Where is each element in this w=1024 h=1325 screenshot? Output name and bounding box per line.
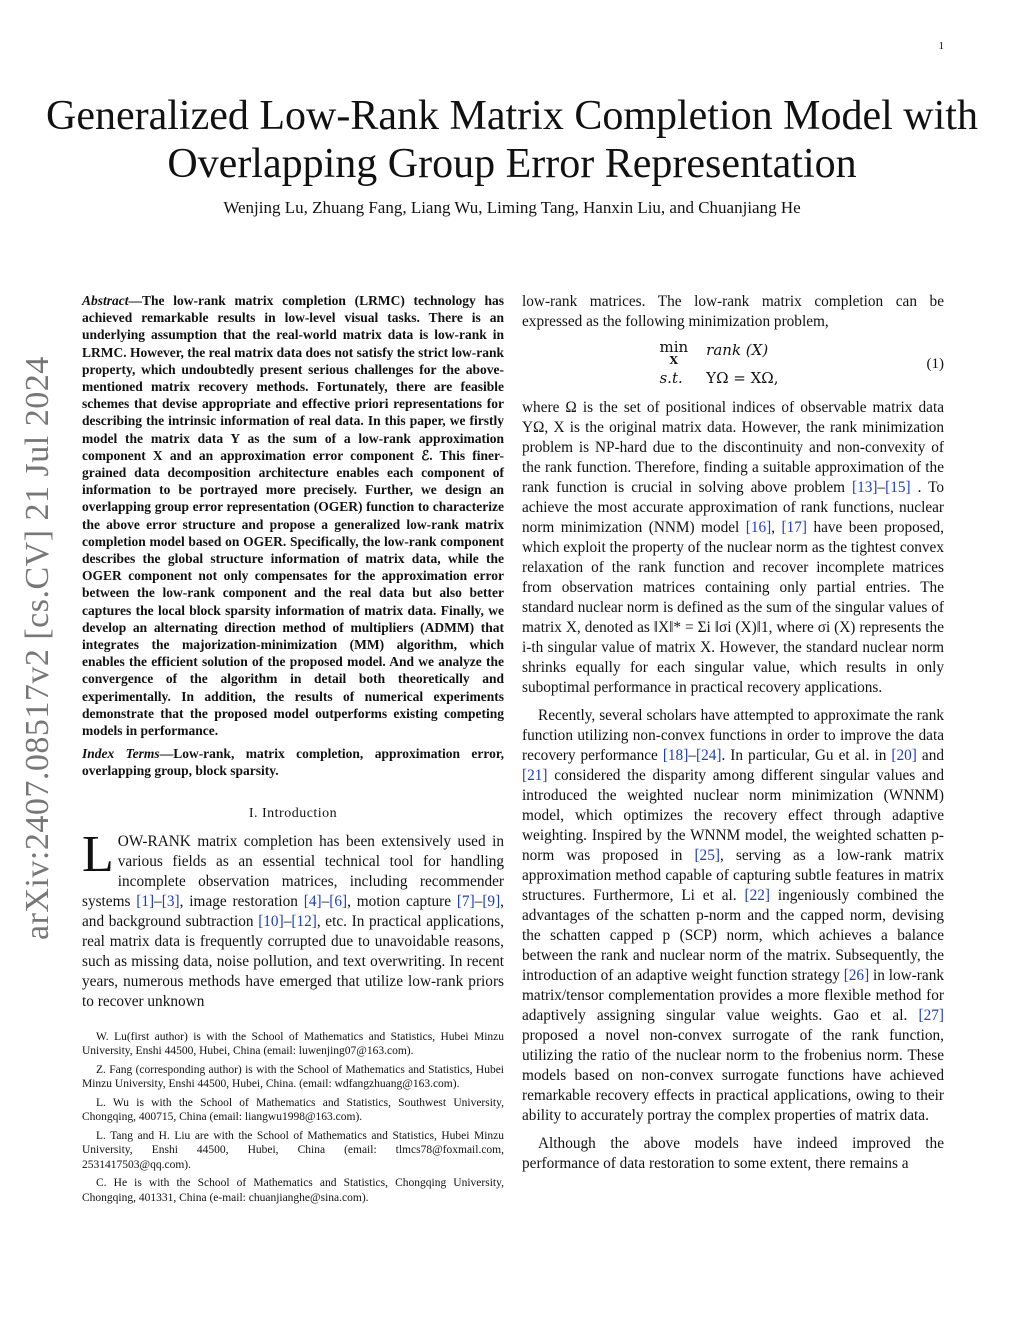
paragraph-text: considered the disparity among different singular values and introduced the weighted nuclear norm minimization (WNNM) model, which optimizes the recovery effect through adaptive weighting. Inspired by the WNNM model, the weighted schatten p-norm was proposed in <box>522 767 944 864</box>
index-terms-label: Index Terms <box>82 746 160 762</box>
citation-link[interactable]: [13] <box>851 479 878 496</box>
intro-text: – <box>283 912 292 930</box>
paragraph-text: , serving as a low-rank matrix approximation method capable of capturing subtle features in matrix structures. Furthermore, Li et al. <box>522 847 944 904</box>
citation-link[interactable]: [6] <box>329 892 348 910</box>
paragraph-text: and <box>916 747 944 764</box>
intro-text: , etc. In practical applications, real matrix data is frequently corrupted due to unavoidable reasons, such as missing data, noise pollution, and text overwriting. In recent years, numerous methods have emerged that utilize low-rank priors to recover unknown <box>82 912 504 1010</box>
left-column <box>82 292 504 1205</box>
intro-paragraph <box>82 825 504 1012</box>
paragraph-text: – <box>688 747 696 764</box>
equation-st: s.t. <box>659 369 683 387</box>
equation-body <box>522 340 916 388</box>
equation-min-op: min <box>659 338 689 356</box>
citation-link[interactable]: [27] <box>918 1007 944 1024</box>
citation-link[interactable]: [22] <box>744 887 770 904</box>
author-list: Wenjing Lu, Zhuang Fang, Liang Wu, Liming Tang, Hanxin Liu, and Chuanjiang He <box>223 198 801 217</box>
citation-link[interactable]: [18] <box>662 747 689 764</box>
index-terms-text: Low-rank, matrix completion, approximation error, overlapping group, block sparsity. <box>82 746 504 779</box>
footnote: W. Lu(first author) is with the School of Mathematics and Statistics, Hubei Minzu University, Enshi 44500, Hubei, China (email: luwenjing07@163.com). <box>82 1030 504 1058</box>
section-heading-introduction: I. Introduction <box>248 805 338 821</box>
citation-link[interactable]: [3] <box>161 892 180 910</box>
index-terms: Index Terms—Low-rank, matrix completion, approximation error, overlapping group, block sparsity. <box>82 746 504 779</box>
abstract-label: Abstract <box>82 293 129 308</box>
arxiv-watermark: arXiv:2407.08517v2 [cs.CV] 21 Jul 2024 <box>19 356 56 940</box>
paragraph-text: . To achieve the most accurate approximation of rank functions, nuclear norm minimization (NNM) model <box>522 479 945 536</box>
citation-link[interactable]: [26] <box>843 967 870 984</box>
intro-text: – <box>321 892 330 910</box>
paragraph-intro-continued: low-rank matrices. The low-rank matrix completion can be expressed as the following minimization problem, <box>522 293 944 330</box>
intro-text: – <box>474 892 483 910</box>
abstract: Abstract—The low-rank matrix completion (LRMC) technology has achieved remarkable results in low-level visual tasks. There is an underlying assumption that the real-world matrix data is low-rank in LRMC. However, the real matrix data does not satisfy the strict low-rank property, which undoubtedly present serious challenges for the above-mentioned matrix recovery methods. Fortunately, there are feasible schemes that devise appropriate and effective priori representations for describing the intrinsic information of real data. In this paper, we firstly model the matrix data Y as the sum of a low-rank approximation component X and an approximation error component ℰ. This finer-grained data decomposition architecture enables each component of information to be portrayed more precisely. Further, we design an overlapping group error representation (OGER) function to characterize the above error structure and propose a generalized low-rank matrix completion model based on OGER. Specifically, the low-rank component describes the global structure information of matrix data, while the OGER component not only compensates for the approximation error between the low-rank component and the real data but also better captures the local block sparsity information of matrix data. Finally, we develop an alternating direction method of multipliers (ADMM) that integrates the majorization-minimization (MM) algorithm, which enables the efficient solution of the proposed model. And we analyze the convergence of the algorithm in detail both theoretically and experimentally. In addition, the results of numerical experiments demonstrate that the proposed model outperforms existing competing models in performance. <box>82 293 504 739</box>
paragraph-text: in low-rank matrix/tensor complementation provides a more flexible method for adaptively assigning singular value weights. Gao et al. <box>522 967 944 1024</box>
footnote: Z. Fang (corresponding author) is with the School of Mathematics and Statistics, Hubei Minzu University, Enshi 44500, Hubei, China. (email: wdfangzhuang@163.com). <box>82 1063 504 1091</box>
paragraph-text: . In particular, Gu et al. in <box>721 747 892 764</box>
intro-text: OW-RANK matrix completion has been extensively used in various fields as an essential technical tool for handling incomplete observation matrices, including recommender systems <box>82 832 504 910</box>
intro-text: , and background subtraction <box>82 892 504 930</box>
intro-text: , motion capture <box>347 892 457 910</box>
citation-link[interactable]: [17] <box>781 519 808 536</box>
paragraph-text: Recently, several scholars have attempted to approximate the rank function utilizing non-convex functions in order to improve the data recovery performance <box>522 707 944 764</box>
citation-link[interactable]: [9] <box>482 892 501 910</box>
citation-link[interactable]: [10] <box>258 912 284 930</box>
citation-link[interactable]: [16] <box>745 519 772 536</box>
drop-cap: L <box>82 825 114 883</box>
paper-title: Generalized Low-Rank Matrix Completion Model with Overlapping Group Error Representation <box>46 93 978 187</box>
citation-link[interactable]: [7] <box>456 892 475 910</box>
equation-min-subscript: X <box>669 354 679 367</box>
intro-text: , image restoration <box>179 892 304 910</box>
citation-link[interactable]: [4] <box>303 892 322 910</box>
equation-1 <box>522 340 944 388</box>
right-column <box>522 292 944 1174</box>
paragraph-text: proposed a novel non-convex surrogate of the rank function, utilizing the ratio of the nuclear norm to the frobenius norm. These models based on non-convex surrogate functions have achieved remarkable recovery effects in practical applications, owing to their ability to accurately portray the complex properties of matrix data. <box>522 1027 944 1124</box>
footnotes <box>82 1030 504 1206</box>
abstract-text: The low-rank matrix completion (LRMC) technology has achieved remarkable results in low-level visual tasks. There is an underlying assumption that the real-world matrix data is low-rank in LRMC. However, the real matrix data does not satisfy the strict low-rank property, which undoubtedly present serious challenges for the above-mentioned matrix recovery methods. Fortunately, there are feasible schemes that devise appropriate and effective priori representations for describing the intrinsic information of real data. In this paper, we firstly model the matrix data Y as the sum of a low-rank approximation component X and an approximation error component ℰ. This finer-grained data decomposition architecture enables each component of information to be portrayed more precisely. Further, we design an overlapping group error representation (OGER) function to characterize the above error structure and propose a generalized low-rank matrix completion model based on OGER. Specifically, the low-rank component describes the global structure information of matrix data, while the OGER component not only compensates for the approximation error between the low-rank component and the real data but also better captures the local block sparsity information of matrix data. Finally, we develop an alternating direction method of multipliers (ADMM) that integrates the majorization-minimization (MM) algorithm, which enables the efficient solution of the proposed model. And we analyze the convergence of the algorithm in detail both theoretically and experimentally. In addition, the results of numerical experiments demonstrate that the proposed model outperforms existing competing models in performance. <box>82 293 504 739</box>
paragraph <box>522 398 944 698</box>
citation-link[interactable]: [1] <box>136 892 155 910</box>
citation-link[interactable]: [21] <box>522 767 548 784</box>
paragraph-text: – <box>877 479 886 496</box>
citation-link[interactable]: [12] <box>291 912 317 930</box>
citation-link[interactable]: [15] <box>885 479 911 496</box>
footnote: L. Tang and H. Liu are with the School of Mathematics and Statistics, Hubei Minzu University, Enshi 44500, Hubei, China (email: tlmcs78@foxmail.com, 2531417503@qq.com). <box>82 1129 504 1171</box>
equation-objective: rank (X) <box>706 341 769 359</box>
citation-link[interactable]: [25] <box>694 847 720 864</box>
footnote: L. Wu is with the School of Mathematics and Statistics, Southwest University, Chongqing, 400715, China (email: liangwu1998@163.com). <box>82 1096 504 1124</box>
paragraph-text: , <box>771 519 782 536</box>
page-number: 1 <box>938 40 944 52</box>
citation-link[interactable]: [20] <box>891 747 917 764</box>
equation-constraint: YΩ = XΩ, <box>706 369 779 387</box>
footnote: C. He is with the School of Mathematics and Statistics, Chongqing University, Chongqing, 401331, China (e-mail: chuanjianghe@sina.com). <box>82 1177 504 1204</box>
paragraph <box>522 706 944 1126</box>
paragraph-text: have been proposed, which exploit the property of the nuclear norm as the tightest convex relaxation of the rank function and recover incomplete matrices from observation matrices containing only partial entries. The standard nuclear norm is defined as the sum of the singular values of matrix X, denoted as ‖X‖* = Σi ‖σi (X)‖1, where σi (X) represents the i-th singular value of matrix X. However, the standard nuclear norm shrinks equally for each singular value, which results in only suboptimal performance in practical recovery applications. <box>522 519 944 696</box>
paragraph-text: where Ω is the set of positional indices of observable matrix data YΩ, X is the original matrix data. However, the rank minimization problem is NP-hard due to the discontinuity and non-convexity of the rank function. Therefore, finding a suitable approximation of the rank function is crucial in solving above problem <box>522 399 944 496</box>
intro-text: – <box>154 892 162 910</box>
paragraph-text: ingeniously combined the advantages of the schatten p-norm and the capped norm, devising the schatten capped p (SCP) norm, which achieves a balance between the rank and nuclear norm of the matrix. Subsequently, the introduction of an adaptive weight function strategy <box>522 887 944 984</box>
paragraph: Although the above models have indeed improved the performance of data restoration to some extent, there remains a <box>522 1135 944 1172</box>
citation-link[interactable]: [24] <box>695 747 722 764</box>
equation-min <box>659 340 688 368</box>
equation-number: (1) <box>926 356 944 372</box>
